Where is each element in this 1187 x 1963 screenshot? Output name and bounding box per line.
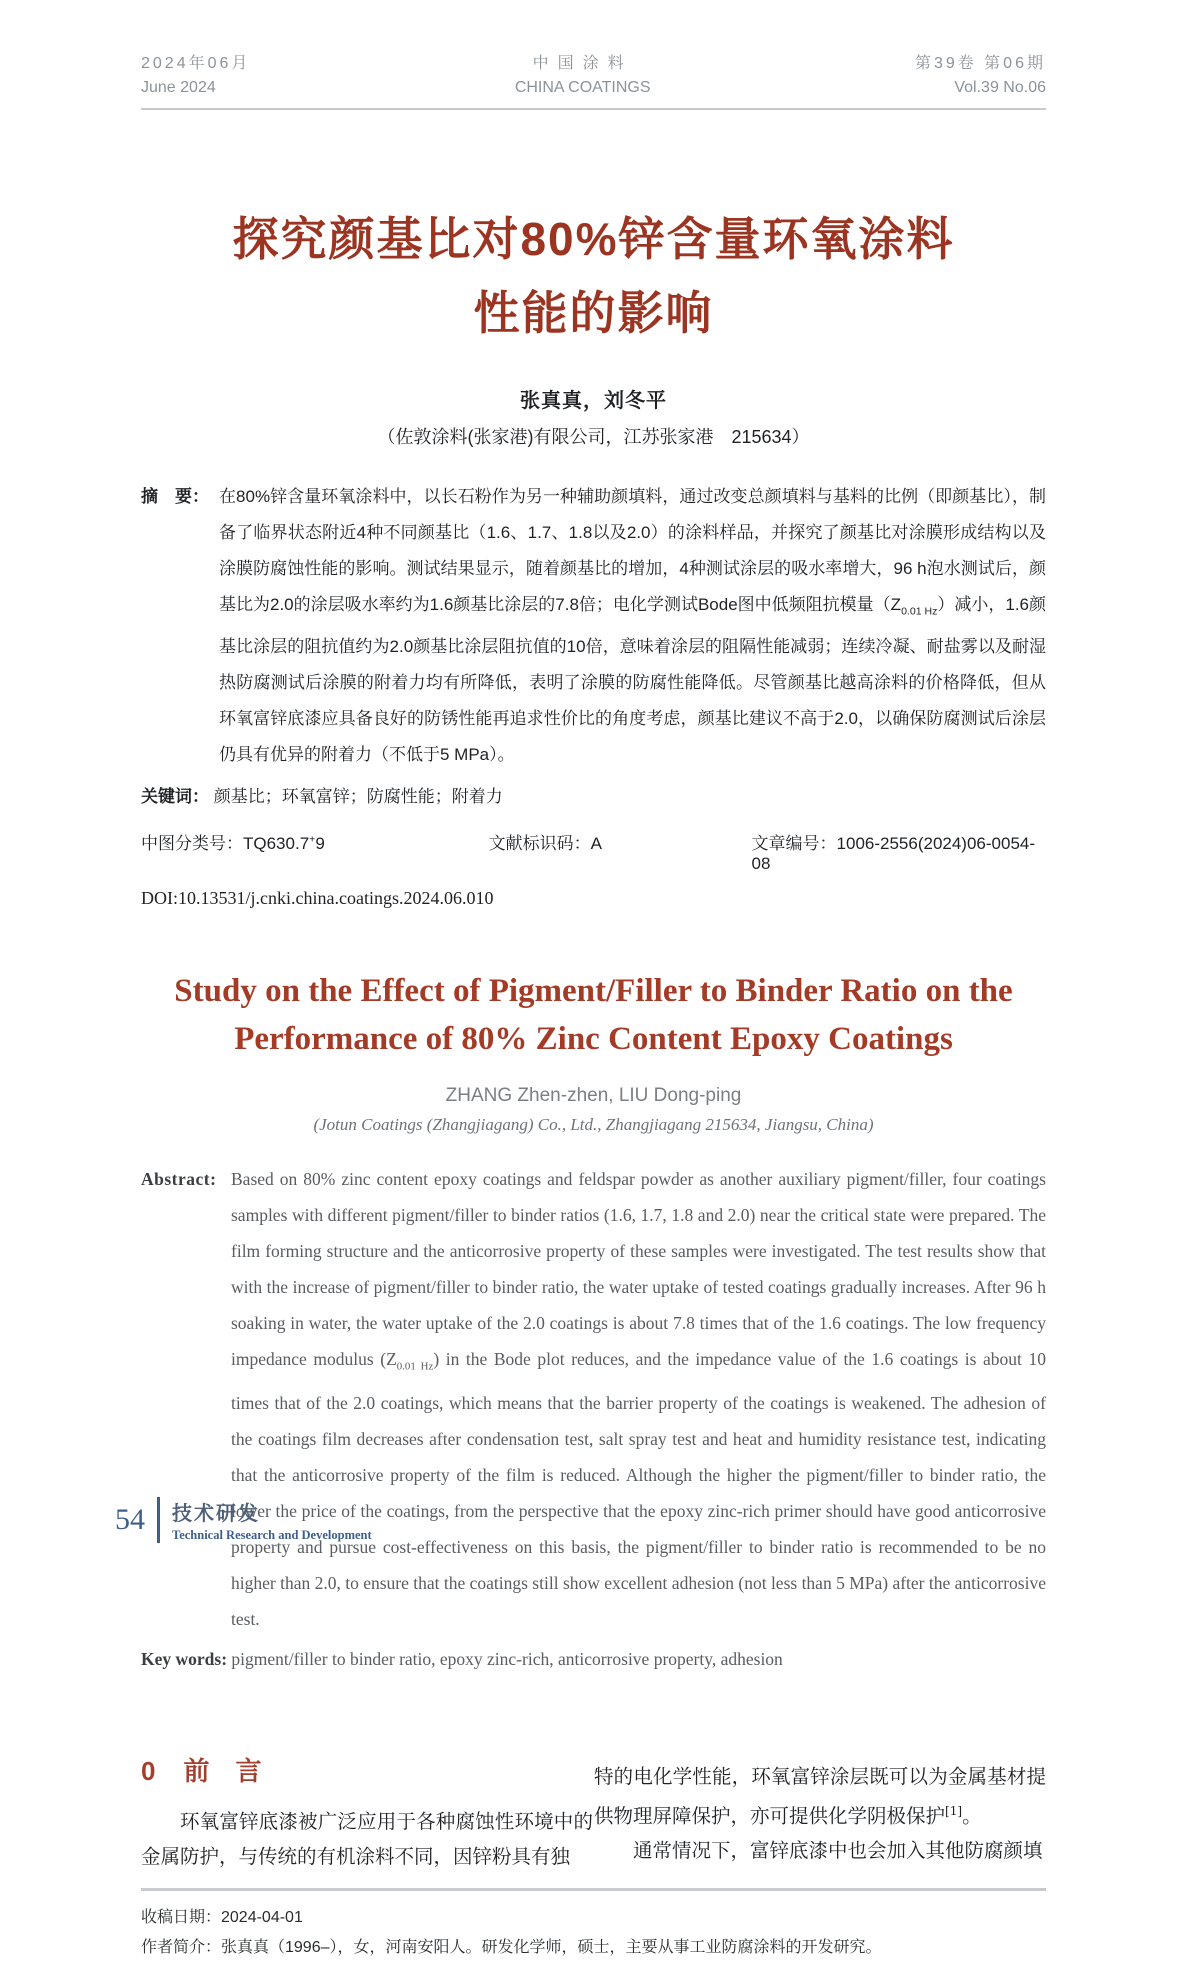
footnote-block xyxy=(141,1888,1046,1963)
clc-number xyxy=(141,829,489,874)
intro-paragraph-1-continue-text: 特的电化学性能，环氧富锌涂层既可以为金属基材提供物理屏障保护，亦可提供化学阴极保护 xyxy=(594,1764,1046,1828)
abstract-en-text-part2: ) in the Bode plot reduces, and the impedance value of the 1.6 coatings is about 10 times that of the 2.0 coatings, which means that the barrier property of the coatings is weakened. The adhesion of the coatings film decreases after condensation test, salt spray test and heat and humidity resistance test, indicating that the anticorrosive property of the film is reduced. Although the higher the pigment/filler to binder ratio, the lower the price of the coatings, from the perspective that the epoxy zinc-rich primer should have good anticorrosive property and pursue cost-effectiveness on this basis, the pigment/filler to binder ratio is recommended to be no higher than 2.0, to ensure that the coatings still show excellent adhesion (not less than 5 MPa) after the anticorrosive test. xyxy=(231,1349,1046,1629)
section-0-number: 0 xyxy=(141,1755,158,1786)
footer-column-en: Technical Research and Development xyxy=(172,1528,372,1542)
keywords-cn-text: 颜基比；环氧富锌；防腐性能；附着力 xyxy=(213,787,503,807)
introduction-section xyxy=(141,1751,1046,1874)
keywords-cn xyxy=(141,781,1046,813)
footer-divider-bar xyxy=(157,1497,160,1543)
affiliation-cn: （佐敦涂料(张家港)有限公司，江苏张家港 215634） xyxy=(377,427,810,447)
abstract-en-text-part1: Based on 80% zinc content epoxy coatings and feldspar powder as another auxiliary pigment/filler, four coatings samples with different pigment/filler to binder ratios (1.6, 1.7, 1.8 and 2.0) near the critical state were prepared. The film forming structure and the anticorrosive property of these samples were investigated. The test results show that with the increase of pigment/filler to binder ratio, the water uptake of tested coatings gradually increases. After 96 h soaking in water, the water uptake of the 2.0 coatings is about 7.8 times that of the 1.6 coatings. The low frequency impedance modulus (Z xyxy=(231,1169,1046,1370)
abstract-en-subscript: 0.01 Hz xyxy=(396,1360,434,1373)
page-footer xyxy=(115,1497,372,1543)
clc-value: TQ630.7 xyxy=(243,834,310,854)
abstract-en-label: Abstract: xyxy=(141,1169,217,1190)
article-title-en xyxy=(141,967,1046,1063)
keywords-cn-label: 关键词： xyxy=(141,787,209,807)
page-content xyxy=(141,0,1046,1963)
article-title-en-line2: Performance of 80% Zinc Content Epoxy Coatings xyxy=(234,1021,953,1058)
authors-en: ZHANG Zhen-zhen, LIU Dong-ping xyxy=(445,1085,742,1107)
article-title-cn-line2: 性能的影响 xyxy=(473,287,714,339)
intro-left-text xyxy=(141,1804,593,1874)
intro-paragraph-2-start: 通常情况下，富锌底漆中也会加入其他防腐颜填 xyxy=(633,1839,1043,1863)
article-number xyxy=(752,829,1046,874)
intro-right-text xyxy=(594,1759,1046,1869)
header-issue-date xyxy=(141,52,250,100)
footer-column-cn: 技术研发 xyxy=(172,1503,260,1525)
journal-name-cn: 中国涂料 xyxy=(532,55,633,72)
abstract-cn xyxy=(141,479,1046,773)
abstract-cn-label: 摘 要： xyxy=(141,487,209,506)
article-number-value: 1006-2556(2024)06-0054-08 xyxy=(751,834,1036,874)
article-title-cn-line1: 探究颜基比对80%锌含量环氧涂料 xyxy=(232,213,955,265)
author-bio: 作者简介：张真真（1996–），女，河南安阳人。研发化学师，硕士，主要从事工业防腐涂料的开发研究。 xyxy=(141,1938,882,1956)
journal-name-en: CHINA COATINGS xyxy=(514,79,651,96)
abstract-cn-text-part1: 在80%锌含量环氧涂料中，以长石粉作为另一种辅助颜填料，通过改变总颜填料与基料的比例（即颜基比），制备了临界状态附近4种不同颜基比（1.6、1.7、1.8以及2.0）的涂料样品，并探究了颜基比对涂膜形成结构以及涂膜防腐蚀性能的影响。测试结果显示，随着颜基比的增加，4种测试涂层的吸水率增大，96 h泡水测试后，颜基比为2.0的涂层吸水率约为1.6颜基比涂层的7.8倍；电化学测试Bode图中低频阻抗模量（Z xyxy=(219,487,1046,614)
received-date: 收稿日期：2024-04-01 xyxy=(141,1908,303,1926)
intro-right-column xyxy=(594,1751,1046,1874)
intro-paragraph-1-start: 环氧富锌底漆被广泛应用于各种腐蚀性环境中的金属防护，与传统的有机涂料不同，因锌粉具有独 xyxy=(141,1809,593,1868)
intro-left-column xyxy=(141,1751,593,1874)
reference-1-superscript: [1] xyxy=(945,1803,963,1818)
clc-label: 中图分类号： xyxy=(141,834,243,854)
volume-issue-en: Vol.39 No.06 xyxy=(954,79,1046,96)
header-volume-issue xyxy=(915,52,1046,100)
issue-date-en: June 2024 xyxy=(141,79,216,96)
clc-superscript: + xyxy=(309,833,316,846)
document-code xyxy=(489,829,752,874)
journal-header xyxy=(141,0,1046,110)
affiliation-en: (Jotun Coatings (Zhangjiagang) Co., Ltd., Zhangjiagang 215634, Jiangsu, China) xyxy=(313,1115,874,1135)
document-code-label: 文献标识码： xyxy=(488,834,591,854)
header-journal-name xyxy=(515,52,651,100)
footer-column-name xyxy=(172,1497,372,1543)
abstract-cn-text-part2: ）减小，1.6颜基比涂层的阻抗值约为2.0颜基比涂层阻抗值的10倍，意味着涂层的阻隔性能减弱；连续冷凝、耐盐雾以及耐湿热防腐测试后涂膜的附着力均有所降低，表明了涂膜的防腐性能降低。尽管颜基比越高涂料的价格降低，但从环氧富锌底漆应具备良好的防锈性能再追求性价比的角度考虑，颜基比建议不高于2.0，以确保防腐测试后涂层仍具有优异的附着力（不低于5 MPa）。 xyxy=(219,595,1047,765)
section-0-heading xyxy=(141,1751,593,1788)
article-title-cn xyxy=(141,202,1046,350)
document-code-value: A xyxy=(590,834,602,854)
intro-paragraph-1-end: 。 xyxy=(962,1804,982,1828)
doi: DOI:10.13531/j.cnki.china.coatings.2024.06.010 xyxy=(141,888,494,909)
clc-value-tail: 9 xyxy=(315,834,325,854)
section-0-title: 前言 xyxy=(183,1755,288,1786)
abstract-cn-subscript: 0.01 Hz xyxy=(901,605,938,618)
intro-paragraph-1-continue xyxy=(594,1759,1046,1834)
keywords-en-text: pigment/filler to binder ratio, epoxy zinc-rich, anticorrosive property, adhesion xyxy=(231,1648,783,1669)
volume-issue-cn: 第39卷 第06期 xyxy=(914,55,1046,72)
abstract-en xyxy=(141,1161,1046,1637)
authors-cn: 张真真，刘冬平 xyxy=(520,390,667,412)
article-number-label: 文章编号： xyxy=(751,834,837,854)
page-number: 54 xyxy=(115,1503,145,1536)
issue-date-cn: 2024年06月 xyxy=(141,55,251,72)
classification-row xyxy=(141,829,1046,874)
article-title-en-line1: Study on the Effect of Pigment/Filler to Binder Ratio on the xyxy=(174,973,1013,1010)
keywords-en-label: Key words: xyxy=(141,1648,228,1669)
keywords-en xyxy=(141,1643,1046,1675)
